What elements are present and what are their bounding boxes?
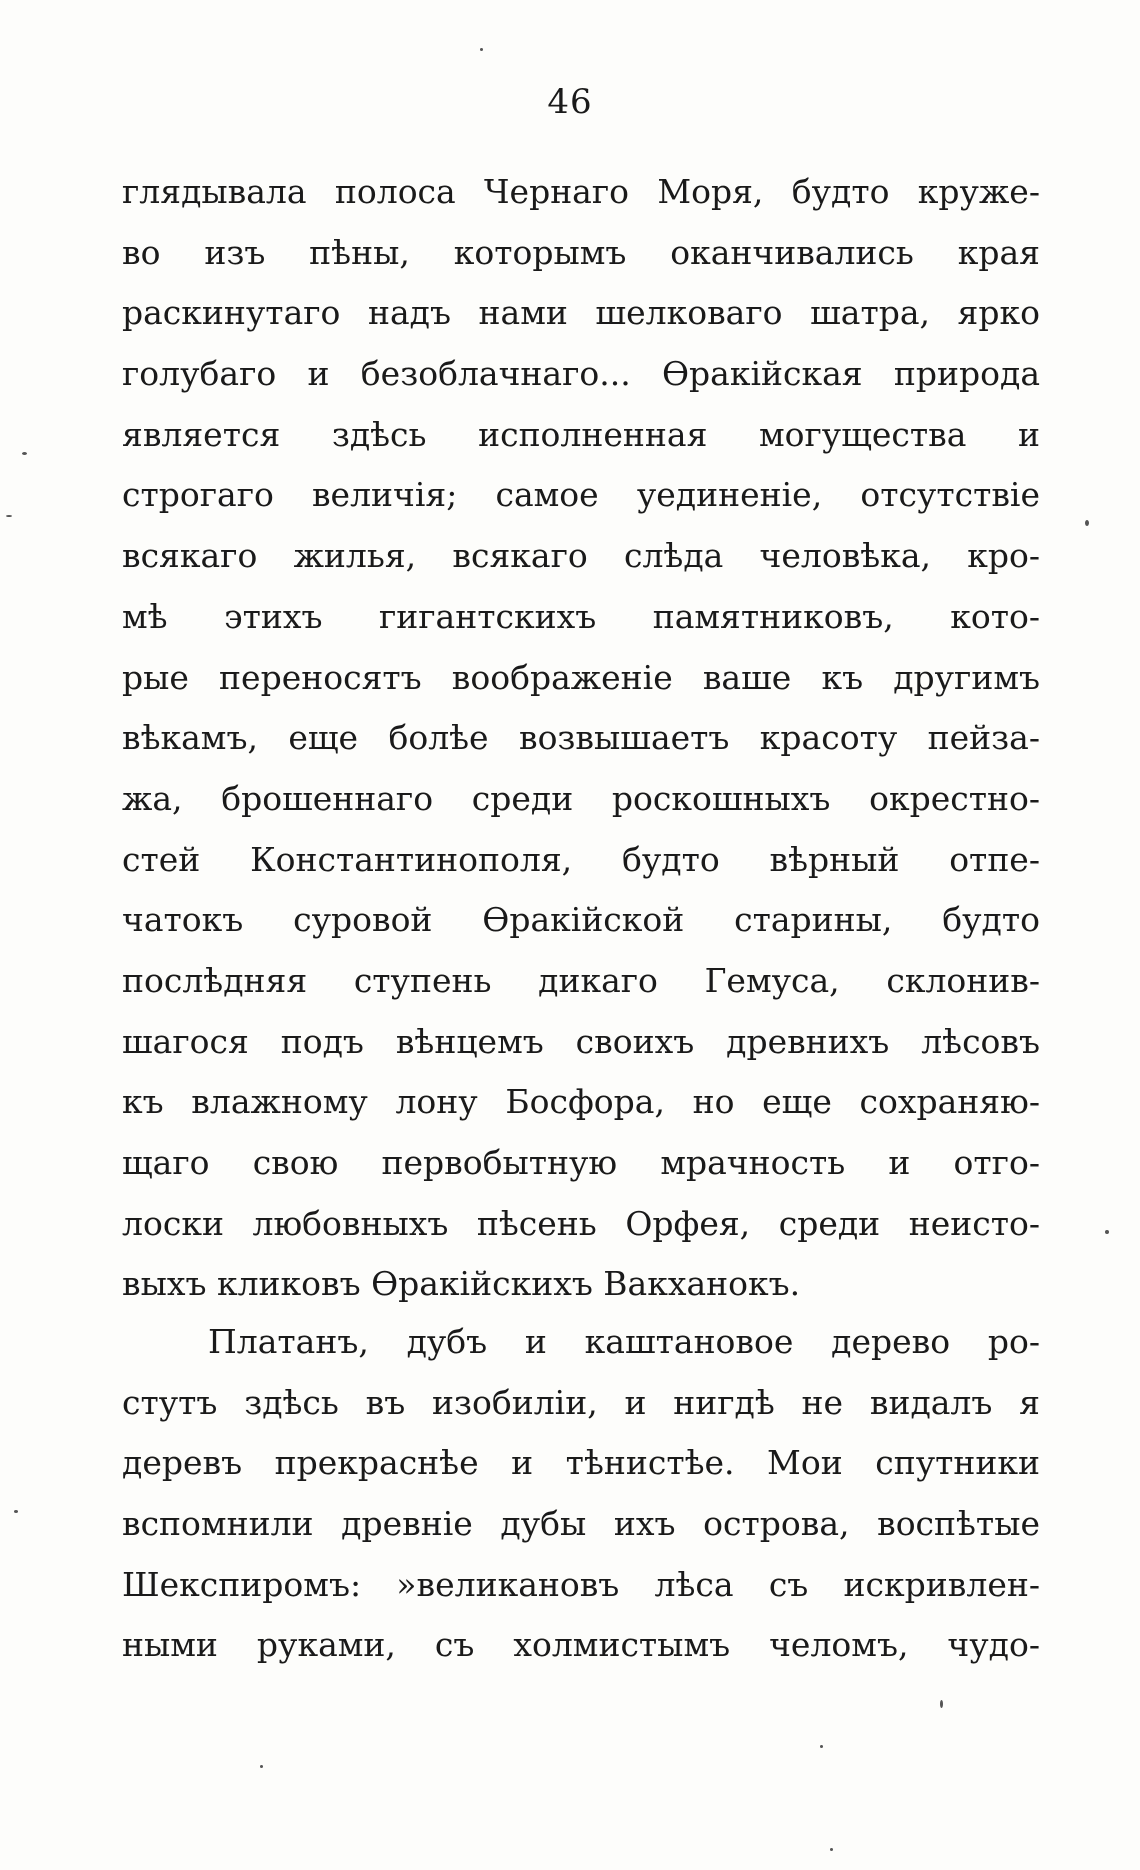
scan-speck xyxy=(6,515,12,517)
text-line: мѣ этихъ гигантскихъ памятниковъ, кото- xyxy=(122,596,1040,636)
text-line: голубаго и безоблачнаго... Ѳракійская природа xyxy=(122,354,1040,394)
text-line: лоски любовныхъ пѣсень Орфея, среди неисто- xyxy=(122,1203,1040,1243)
paragraph-1 xyxy=(122,162,1040,1315)
scan-speck xyxy=(22,452,27,455)
text-line: ными руками, съ холмистымъ челомъ, чудо- xyxy=(122,1625,1040,1665)
paragraph-2 xyxy=(122,1312,1040,1676)
text-line: жа, брошеннаго среди роскошныхъ окрестно- xyxy=(122,778,1040,818)
scan-speck xyxy=(830,1848,833,1851)
text-line: строгаго величія; самое уединеніе, отсутствіе xyxy=(122,475,1040,515)
text-line: является здѣсь исполненная могущества и xyxy=(122,414,1040,454)
page-number: 46 xyxy=(547,82,593,122)
text-line: стутъ здѣсь въ изобиліи, и нигдѣ не видалъ я xyxy=(122,1382,1040,1422)
text-line: щаго свою первобытную мрачность и отго- xyxy=(122,1143,1040,1182)
text-line: къ влажному лону Босфора, но еще сохраняю- xyxy=(122,1082,1040,1122)
text-line: вѣкамъ, еще болѣе возвышаетъ красоту пейза- xyxy=(122,718,1040,758)
text-line: выхъ кликовъ Ѳракійскихъ Вакханокъ. xyxy=(122,1264,801,1304)
text-line: раскинутаго надъ нами шелковаго шатра, ярко xyxy=(122,293,1040,333)
scan-speck xyxy=(1085,520,1089,526)
text-line: глядывала полоса Чернаго Моря, будто круже- xyxy=(122,172,1040,211)
text-line: деревъ прекраснѣе и тѣнистѣе. Мои спутники xyxy=(122,1443,1040,1483)
scan-speck xyxy=(14,1510,18,1513)
scan-speck xyxy=(1105,1230,1109,1234)
text-line: всякаго жилья, всякаго слѣда человѣка, кро- xyxy=(122,536,1040,576)
text-line: рые переносятъ воображеніе ваше къ другимъ xyxy=(122,657,1040,697)
text-line: во изъ пѣны, которымъ оканчивались края xyxy=(122,232,1040,272)
scan-speck xyxy=(260,1765,263,1768)
text-line: вспомнили древніе дубы ихъ острова, воспѣтые xyxy=(122,1504,1040,1544)
text-line: Шекспиромъ: »великановъ лѣса съ искривлен- xyxy=(122,1564,1040,1604)
text-line: чатокъ суровой Ѳракійской старины, будто xyxy=(122,900,1040,940)
text-line: стей Константинополя, будто вѣрный отпе- xyxy=(122,839,1040,879)
text-line: шагося подъ вѣнцемъ своихъ древнихъ лѣсовъ xyxy=(122,1021,1040,1061)
scan-speck xyxy=(940,1700,943,1708)
scan-speck xyxy=(820,1745,823,1748)
text-line: послѣдняя ступень дикаго Гемуса, склонив- xyxy=(122,960,1040,1000)
text-line: Платанъ, дубъ и каштановое дерево ро- xyxy=(208,1322,1040,1361)
scan-speck xyxy=(480,48,483,51)
